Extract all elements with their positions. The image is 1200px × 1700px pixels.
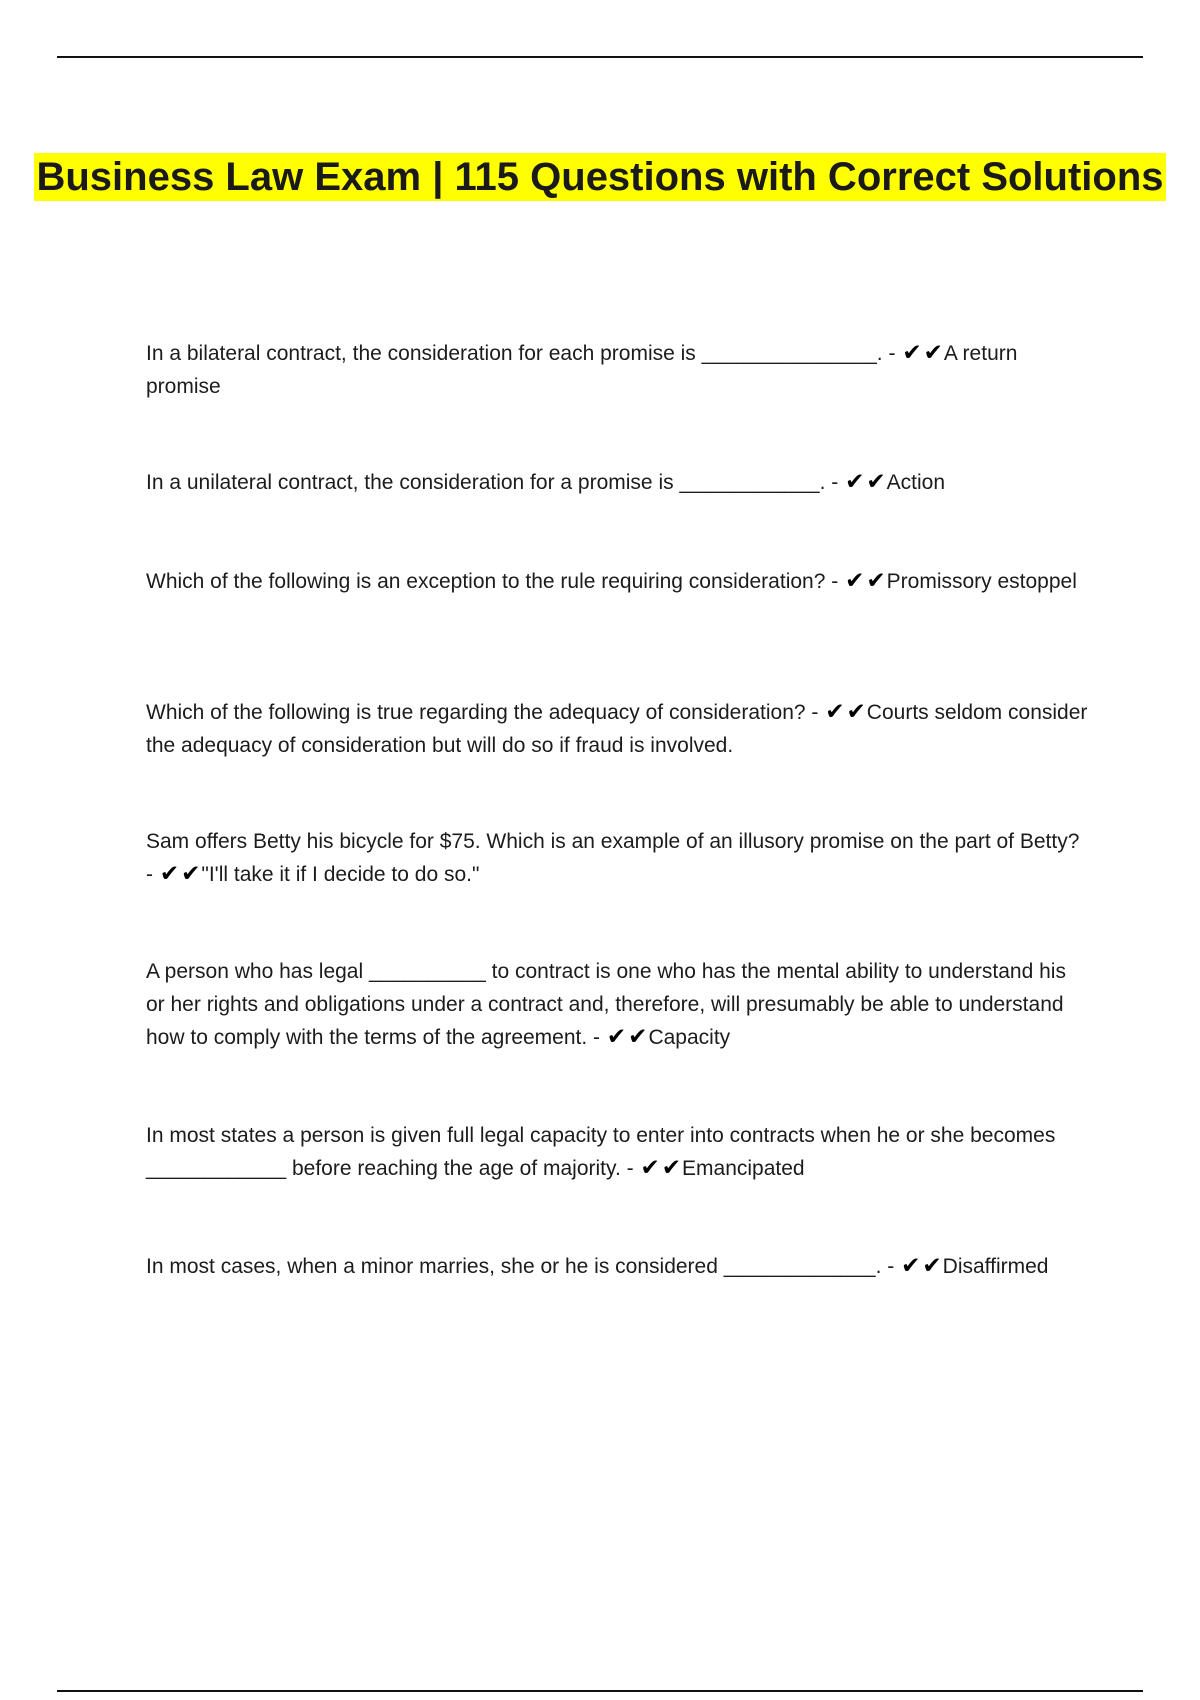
answer-text: Courts seldom consider the adequacy of consideration but will do so if fraud is involved. (146, 701, 1088, 757)
separator: - (825, 570, 845, 593)
bottom-rule (57, 1690, 1143, 1692)
qa-item-5 (146, 825, 1090, 891)
checkmark-icon: ✔ (902, 340, 922, 366)
checkmark-icon: ✔ (640, 1155, 660, 1181)
question-text: A person who has legal __________ to contract is one who has the mental ability to understand his or her rights and obligations under a contract and, therefore, will presumably be able to understand how to comply with the terms of the agreement. (146, 960, 1066, 1049)
separator: - (882, 342, 902, 365)
checkmark-icon: ✔ (606, 1024, 627, 1050)
checkmark-icon: ✔ (825, 699, 845, 725)
question-text: In most states a person is given full legal capacity to enter into contracts when he or she becomes ____________ before reaching the age of majority. (146, 1124, 1056, 1180)
checkmark-icon: ✔ (181, 861, 201, 887)
question-text: In most cases, when a minor marries, she or he is considered _____________. (146, 1255, 882, 1278)
title-highlight: Business Law Exam | 115 Questions with Correct Solutions (36, 155, 1164, 199)
page-title (0, 146, 1200, 208)
question-text: In a unilateral contract, the consideration for a promise is ____________. (146, 471, 826, 494)
checkmark-icon: ✔ (923, 340, 943, 366)
answer-text: Capacity (648, 1026, 731, 1049)
qa-item-7 (146, 1119, 1090, 1185)
question-text: Sam offers Betty his bicycle for $75. Which is an example of an illusory promise on the part of Betty? (146, 830, 1080, 853)
separator: - (805, 701, 825, 724)
qa-item-8 (146, 1250, 1090, 1283)
separator: - (587, 1026, 606, 1049)
separator: - (881, 1255, 901, 1278)
question-text: In a bilateral contract, the consideration for each promise is _______________. (146, 342, 883, 365)
qa-item-3 (146, 565, 1090, 598)
checkmark-icon: ✔ (922, 1253, 942, 1279)
checkmark-icon: ✔ (845, 568, 865, 594)
checkmark-icon: ✔ (845, 469, 865, 495)
separator: - (825, 471, 845, 494)
checkmark-icon: ✔ (159, 861, 180, 887)
qa-item-4 (146, 696, 1090, 762)
checkmark-icon: ✔ (901, 1253, 921, 1279)
checkmark-icon: ✔ (628, 1024, 648, 1050)
qa-item-6 (146, 955, 1090, 1054)
answer-text: Action (886, 471, 946, 494)
checkmark-icon: ✔ (661, 1155, 682, 1181)
separator: - (146, 863, 159, 886)
answer-text: Disaffirmed (942, 1255, 1049, 1278)
question-text: Which of the following is true regarding the adequacy of consideration? (146, 701, 806, 724)
qa-item-1 (146, 337, 1090, 403)
checkmark-icon: ✔ (866, 568, 886, 594)
answer-text: Promissory estoppel (886, 570, 1077, 593)
answer-text: A return promise (146, 342, 1018, 398)
checkmark-icon: ✔ (846, 699, 866, 725)
qa-item-2 (146, 466, 1090, 499)
separator: - (620, 1157, 640, 1180)
question-text: Which of the following is an exception to the rule requiring consideration? (146, 570, 826, 593)
answer-text: "I'll take it if I decide to do so." (201, 863, 480, 886)
answer-text: Emancipated (682, 1157, 805, 1180)
top-rule (57, 56, 1143, 58)
checkmark-icon: ✔ (866, 469, 886, 495)
